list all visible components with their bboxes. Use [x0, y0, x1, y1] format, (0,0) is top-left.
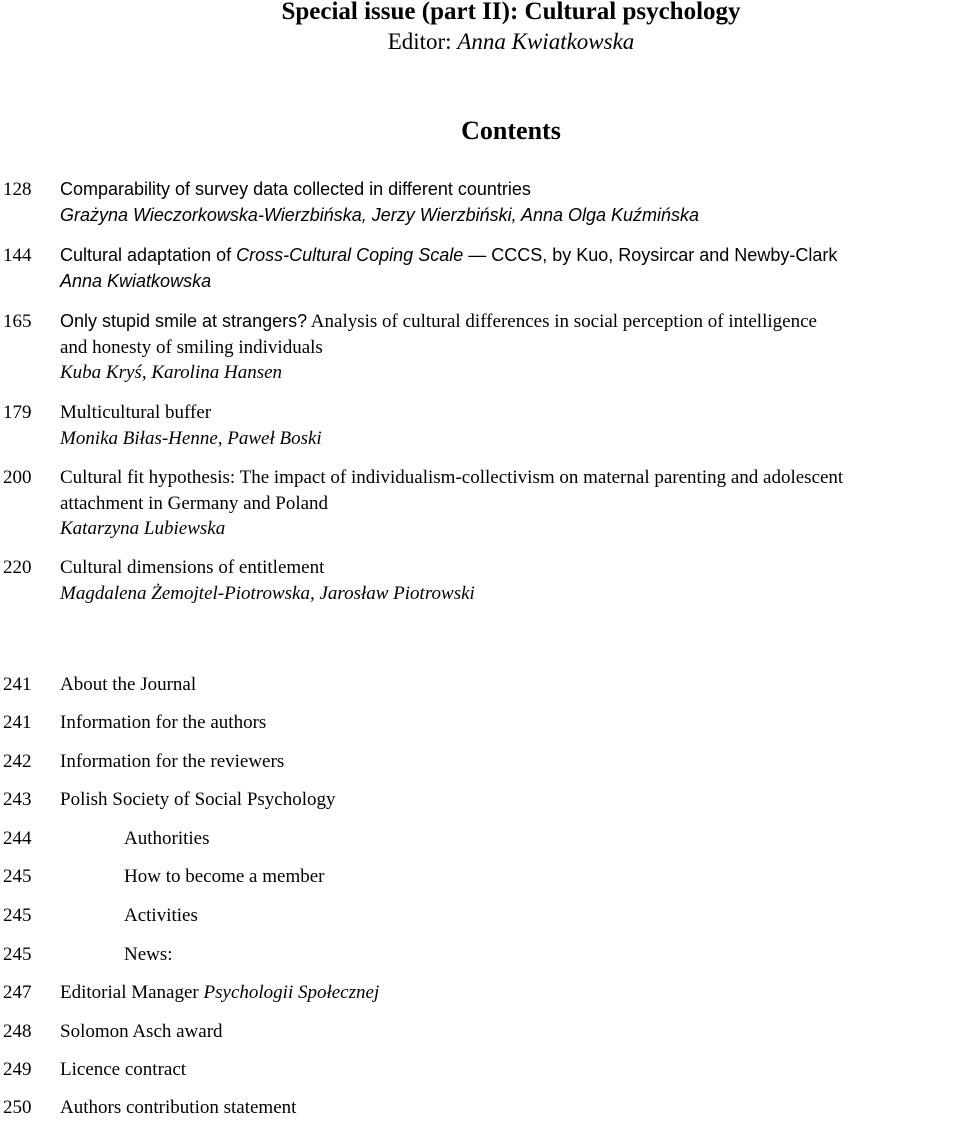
section-title: Polish Society of Social Psychology — [60, 789, 336, 810]
article-title: Comparability of survey data collected in different countries — [60, 179, 531, 199]
article-title: Cultural dimensions of entitlement — [60, 557, 325, 578]
article-authors: Anna Kwiatkowska — [60, 270, 212, 291]
page-number: 241 — [3, 712, 32, 733]
article-text — [60, 309, 960, 386]
scale-name: Cross-Cultural Coping Scale — [236, 245, 464, 265]
page-number: 165 — [3, 311, 32, 332]
editor-label: Editor: — [387, 29, 458, 54]
article-text — [60, 243, 960, 294]
article-title: Multicultural buffer — [60, 402, 212, 423]
section-title: Information for the reviewers — [60, 751, 285, 772]
page-number: 250 — [3, 1097, 32, 1118]
article-authors: Monika Biłas-Henne, Paweł Boski — [60, 427, 322, 449]
section-title: Activities — [124, 905, 198, 926]
article-text — [60, 465, 960, 542]
editor-name: Anna Kwiatkowska — [457, 29, 635, 54]
page-number: 179 — [3, 402, 32, 423]
article-authors: Kuba Kryś, Karolina Hansen — [60, 362, 283, 383]
article-authors: Grażyna Wieczorkowska-Wierzbińska, Jerzy Wierzbiński, Anna Olga Kuźmińska — [60, 204, 700, 225]
section-title: Solomon Asch award — [60, 1021, 223, 1042]
page-number: 245 — [3, 944, 32, 965]
page-number: 245 — [3, 866, 32, 887]
page-number: 241 — [3, 674, 32, 695]
article-title: Cultural adaptation of Cross-Cultural Coping Scale — CCCS, by Kuo, Roysircar and Newby-Clark — [60, 245, 838, 265]
journal-name: Psychologii Społecznej — [203, 982, 380, 1003]
section-title: How to become a member — [124, 866, 325, 887]
article-text — [60, 400, 960, 451]
section-title: Authorities — [124, 828, 210, 849]
section-title: Editorial Manager Psychologii Społecznej — [60, 982, 380, 1003]
page-number: 144 — [3, 245, 32, 266]
article-authors: Magdalena Żemojtel-Piotrowska, Jarosław Piotrowski — [60, 582, 475, 604]
article-text — [60, 555, 960, 606]
page-number: 220 — [3, 557, 32, 578]
contents-heading: Contents — [461, 116, 561, 145]
section-title: Authors contribution statement — [60, 1097, 297, 1118]
article-title-line: and honesty of smiling individuals — [60, 336, 323, 358]
article-title-line: Cultural fit hypothesis: The impact of individualism-collectivism on maternal parenting and adolescent — [60, 467, 844, 488]
page-number: 247 — [3, 982, 32, 1003]
article-text — [60, 177, 960, 228]
page-number: 128 — [3, 179, 32, 200]
page-number: 245 — [3, 905, 32, 926]
page-number: 242 — [3, 751, 32, 772]
article-title-line: attachment in Germany and Poland — [60, 492, 329, 514]
page-number: 248 — [3, 1021, 32, 1042]
page-number: 243 — [3, 789, 32, 810]
page-number: 200 — [3, 467, 32, 488]
section-title: Information for the authors — [60, 712, 267, 733]
article-authors: Katarzyna Lubiewska — [60, 518, 226, 539]
section-title: News: — [124, 944, 173, 965]
section-title: Licence contract — [60, 1059, 187, 1080]
section-title: About the Journal — [60, 674, 197, 695]
page-number: 244 — [3, 828, 32, 849]
editor-line — [0, 29, 960, 55]
page-number: 249 — [3, 1059, 32, 1080]
article-title-line: Only stupid smile at strangers? Analysis of cultural differences in social perception of intelligence — [60, 311, 817, 332]
issue-title: Special issue (part II): Cultural psychology — [281, 0, 741, 25]
